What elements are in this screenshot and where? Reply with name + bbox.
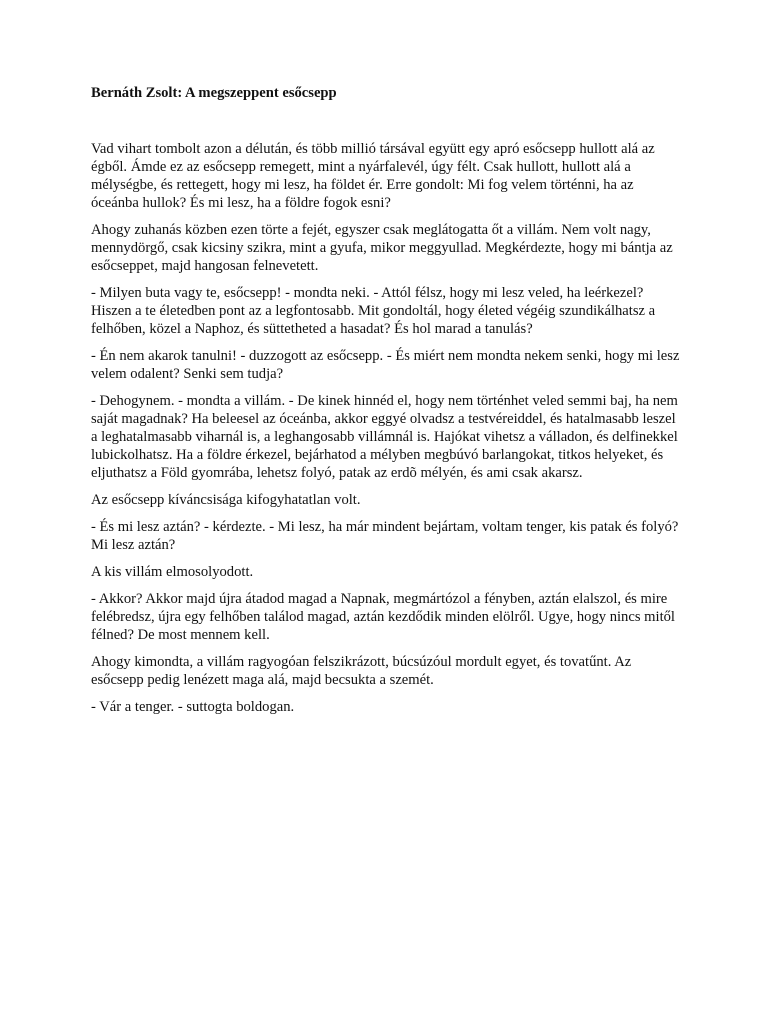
paragraph-4: - Én nem akarok tanulni! - duzzogott az esőcsepp. - És miért nem mondta nekem senki, hogy mi lesz velem odalent? Senki sem tudja? xyxy=(91,348,680,382)
paragraph-11: - Vár a tenger. - suttogta boldogan. xyxy=(91,699,295,715)
paragraph-7: - És mi lesz aztán? - kérdezte. - Mi lesz, ha már mindent bejártam, voltam tenger, kis patak és folyó? Mi lesz aztán? xyxy=(91,519,679,553)
paragraph-10: Ahogy kimondta, a villám ragyogóan felszikrázott, búcsúzóul mordult egyet, és tovatűnt. Az esőcsepp pedig lenézett maga alá, majd becsukta a szemét. xyxy=(91,654,632,688)
paragraph-5: - Dehogynem. - mondta a villám. - De kinek hinnéd el, hogy nem történhet veled semmi baj, ha nem saját magadnak? Ha beleesel az óceánba, akkor eggyé olvadsz a testvéreiddel, és hatalmasabb leszel a leghatalmasabb viharnál is, a leghangosabb villámnál is. Hajókat vihetsz a válladon, és delfinekkel lubickolhatsz. Ha a földre érkezel, bejárhatod a mélyben megbúvó barlangokat, titkos helyeket, és eljuthatsz a Föld gyomrába, lehetsz folyó, patak az erdõ mélyén, és ami csak akarsz. xyxy=(91,393,678,481)
paragraph-9: - Akkor? Akkor majd újra átadod magad a Napnak, megmártózol a fényben, aztán elalszol, és mire felébredsz, újra egy felhőben találod magad, aztán kezdődik minden elölről. Ugye, hogy nincs mitől félned? De most mennem kell. xyxy=(91,591,675,643)
paragraph-3: - Milyen buta vagy te, esőcsepp! - mondta neki. - Attól félsz, hogy mi lesz veled, ha leérkezel? Hiszen a te életedben pont az a legfontosabb. Mit gondoltál, hogy életed végéig szundikálhatsz a felhőben, közel a Naphoz, és süttetheted a hasadat? És hol marad a tanulás? xyxy=(91,285,656,337)
paragraph-1: Vad vihart tombolt azon a délután, és több millió társával együtt egy apró esőcsepp hullott alá az égből. Ámde ez az esőcsepp remegett, mint a nyárfalevél, úgy félt. Csak hullott, hullott alá a mélységbe, és rettegett, hogy mi lesz, ha földet ér. Erre gondolt: Mi fog velem történni, ha az óceánba hullok? És mi lesz, ha a földre fogok esni? xyxy=(91,141,655,211)
paragraph-6: Az esőcsepp kíváncsisága kifogyhatatlan volt. xyxy=(91,492,361,508)
paragraph-8: A kis villám elmosolyodott. xyxy=(91,564,254,580)
paragraph-2: Ahogy zuhanás közben ezen törte a fejét, egyszer csak meglátogatta őt a villám. Nem volt nagy, mennydörgő, csak kicsiny szikra, mint a gyufa, mikor meggyullad. Megkérdezte, hogy mi bántja az esőcseppet, majd hangosan felnevetett. xyxy=(91,222,673,274)
document-title: Bernáth Zsolt: A megszeppent esőcsepp xyxy=(91,85,337,101)
document-page xyxy=(91,84,681,725)
